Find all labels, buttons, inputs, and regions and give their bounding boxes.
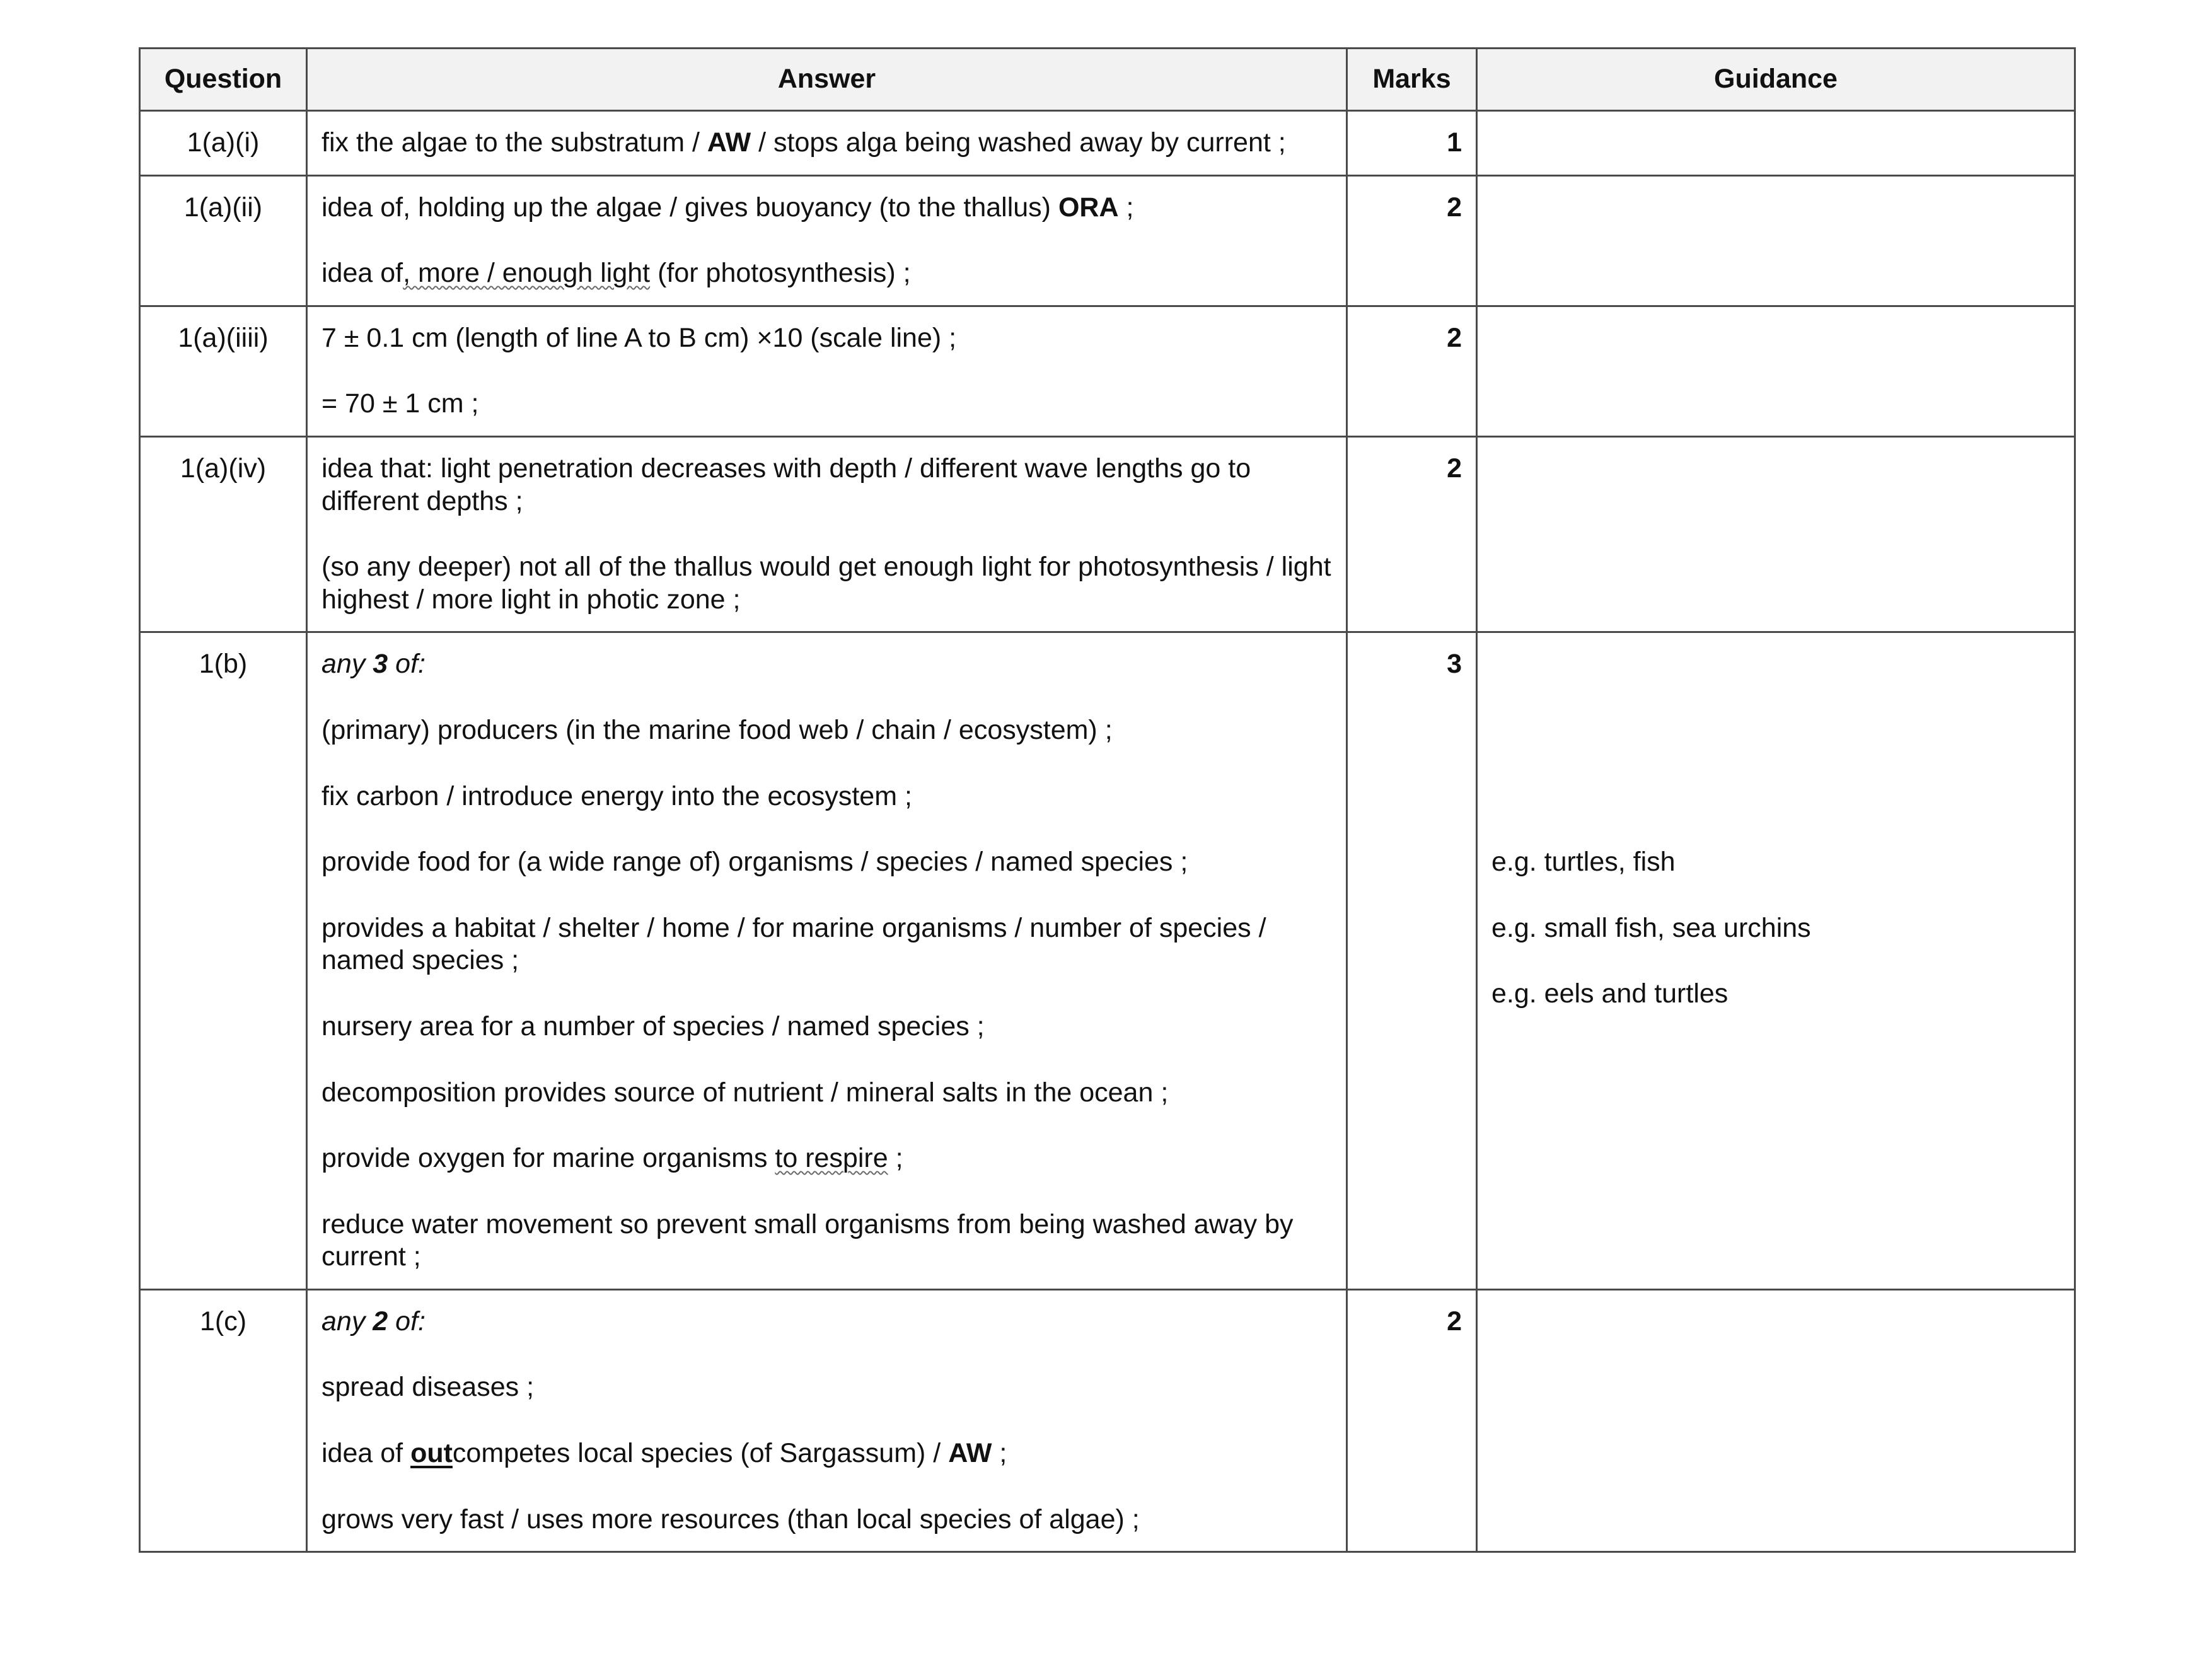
answer-point bbox=[321, 192, 1332, 224]
guidance-cell bbox=[1477, 175, 2075, 306]
header-row bbox=[140, 49, 2075, 111]
question-cell: 1(b) bbox=[140, 632, 307, 1290]
answer-cell bbox=[307, 1289, 1347, 1552]
answer-text: reduce water movement so prevent small organisms from being washed away by current ; bbox=[321, 1209, 1294, 1272]
answer-cell bbox=[307, 436, 1347, 632]
guidance-note: e.g. eels and turtles bbox=[1491, 978, 1728, 1009]
answer-text: ; bbox=[1118, 192, 1134, 223]
answer-text: AW bbox=[948, 1438, 992, 1469]
answer-point bbox=[321, 322, 1332, 355]
answer-text: spread diseases ; bbox=[321, 1372, 535, 1403]
table-row bbox=[140, 111, 2075, 176]
answer-text: (for photosynthesis) ; bbox=[650, 258, 911, 289]
answer-text: 3 bbox=[373, 649, 388, 680]
answer-text: ; bbox=[992, 1438, 1007, 1469]
table-row bbox=[140, 306, 2075, 436]
answer-text: decomposition provides source of nutrient / mineral salts in the ocean ; bbox=[321, 1077, 1169, 1108]
answer-point bbox=[321, 714, 1332, 747]
guidance-cell bbox=[1477, 1289, 2075, 1552]
answer-text: / stops alga being washed away by current ; bbox=[751, 127, 1286, 158]
guidance-note: e.g. turtles, fish bbox=[1491, 847, 1676, 878]
answer-text: provide food for (a wide range of) organisms / species / named species ; bbox=[321, 847, 1188, 878]
answer-point bbox=[321, 1371, 1332, 1404]
answer-text: idea of bbox=[321, 1438, 411, 1469]
answer-point bbox=[321, 846, 1332, 879]
answer-text: (primary) producers (in the marine food web / chain / ecosystem) ; bbox=[321, 714, 1113, 745]
question-cell: 1(a)(iiii) bbox=[140, 306, 307, 436]
header-guidance: Guidance bbox=[1477, 49, 2075, 111]
answer-text: 7 ± 0.1 cm (length of line A to B cm) ×10 (scale line) ; bbox=[321, 322, 957, 353]
answer-point bbox=[321, 1504, 1332, 1536]
answer-point bbox=[321, 1077, 1332, 1110]
table-body bbox=[140, 111, 2075, 1552]
header-question: Question bbox=[140, 49, 307, 111]
answer-point bbox=[321, 551, 1332, 616]
table-row bbox=[140, 436, 2075, 632]
answer-text: any bbox=[321, 649, 373, 680]
question-cell: 1(a)(i) bbox=[140, 111, 307, 176]
guidance-cell bbox=[1477, 306, 2075, 436]
guidance-cell bbox=[1477, 632, 2075, 1290]
answer-text: nursery area for a number of species / named species ; bbox=[321, 1011, 985, 1041]
answer-text: any bbox=[321, 1306, 373, 1337]
answer-text: competes local species (of Sargassum) / bbox=[452, 1438, 949, 1469]
mark-scheme-table bbox=[139, 47, 2076, 1553]
answer-point bbox=[321, 1142, 1332, 1175]
question-cell: 1(a)(ii) bbox=[140, 175, 307, 306]
answer-text: fix the algae to the substratum / bbox=[321, 127, 707, 158]
answer-text: out bbox=[410, 1438, 453, 1469]
answer-text: = 70 ± 1 cm ; bbox=[321, 388, 479, 419]
answer-text: ; bbox=[888, 1143, 903, 1174]
answer-point bbox=[321, 912, 1332, 977]
guidance-cell bbox=[1477, 436, 2075, 632]
header-answer: Answer bbox=[307, 49, 1347, 111]
answer-text: 2 bbox=[373, 1306, 388, 1337]
answer-cell bbox=[307, 175, 1347, 306]
answer-text: provide oxygen for marine organisms bbox=[321, 1143, 775, 1174]
answer-cell bbox=[307, 306, 1347, 436]
answer-text: fix carbon / introduce energy into the ecosystem ; bbox=[321, 780, 912, 811]
answer-text: (so any deeper) not all of the thallus would get enough light for photosynthesis / light highest / more light in photic zone ; bbox=[321, 552, 1331, 615]
answer-point bbox=[321, 257, 1332, 290]
guidance-cell bbox=[1477, 111, 2075, 176]
question-cell: 1(c) bbox=[140, 1289, 307, 1552]
answer-text: idea of bbox=[321, 258, 403, 289]
marks-cell: 1 bbox=[1347, 111, 1477, 176]
table-row bbox=[140, 632, 2075, 1290]
answer-text: idea of, holding up the algae / gives buoyancy (to the thallus) bbox=[321, 192, 1058, 223]
marks-cell: 2 bbox=[1347, 436, 1477, 632]
marks-cell: 3 bbox=[1347, 632, 1477, 1290]
answer-point bbox=[321, 1209, 1332, 1273]
answer-point bbox=[321, 388, 1332, 420]
answer-text: of: bbox=[388, 1306, 426, 1337]
marks-cell: 2 bbox=[1347, 175, 1477, 306]
table-row bbox=[140, 175, 2075, 306]
marks-cell: 2 bbox=[1347, 306, 1477, 436]
answer-text: provides a habitat / shelter / home / for marine organisms / number of species / named species ; bbox=[321, 912, 1266, 976]
answer-text: of: bbox=[388, 649, 426, 680]
guidance-note: e.g. small fish, sea urchins bbox=[1491, 912, 1811, 943]
answer-text: idea that: light penetration decreases with depth / different wave lengths go to different depths ; bbox=[321, 453, 1251, 516]
answer-text: , more / enough light bbox=[403, 258, 651, 289]
answer-point bbox=[321, 648, 1332, 681]
answer-point bbox=[321, 127, 1332, 160]
answer-text: grows very fast / uses more resources (than local species of algae) ; bbox=[321, 1504, 1140, 1534]
answer-cell bbox=[307, 632, 1347, 1290]
table-row bbox=[140, 1289, 2075, 1552]
answer-text: AW bbox=[707, 127, 751, 158]
answer-point bbox=[321, 453, 1332, 518]
question-cell: 1(a)(iv) bbox=[140, 436, 307, 632]
answer-point bbox=[321, 1437, 1332, 1470]
answer-point bbox=[321, 780, 1332, 813]
answer-text: to respire bbox=[775, 1143, 888, 1174]
answer-text: ORA bbox=[1058, 192, 1119, 223]
answer-point bbox=[321, 1011, 1332, 1043]
answer-point bbox=[321, 1306, 1332, 1338]
marks-cell: 2 bbox=[1347, 1289, 1477, 1552]
answer-cell bbox=[307, 111, 1347, 176]
header-marks: Marks bbox=[1347, 49, 1477, 111]
